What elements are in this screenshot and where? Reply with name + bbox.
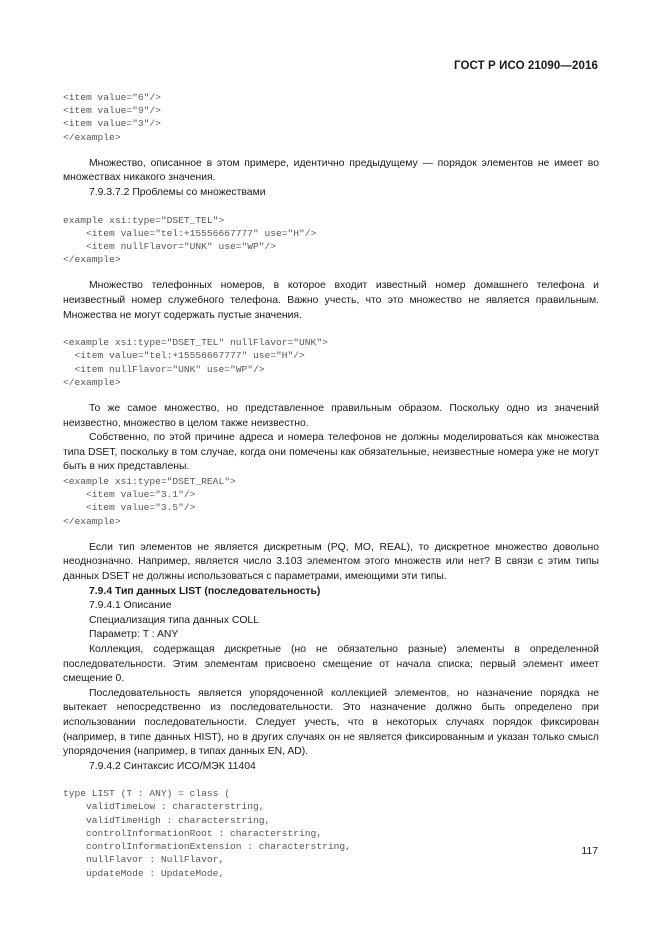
- paragraph: Множество, описанное в этом примере, идентично предыдущему — порядок элементов не имеет во множествах никакого значения.: [63, 157, 599, 184]
- paragraph: Собственно, по этой причине адреса и номера телефонов не должны моделироваться как множества типа DSET, поскольку в том случае, когда они помечены как обязательные, неизвестные номера уже не могут быть в них представлены.: [63, 432, 599, 473]
- code-line: controlInformationExtension : characterstring,: [63, 841, 351, 853]
- spacer: [63, 266, 599, 279]
- spacer: [63, 323, 599, 336]
- code-example: [63, 787, 599, 879]
- spacer: [63, 528, 599, 541]
- page-number: 117: [581, 846, 598, 857]
- code-line: </example>: [63, 515, 121, 527]
- spacer: [63, 774, 599, 787]
- code-example: [63, 475, 599, 528]
- subsection-heading: Параметр: T : ANY: [89, 629, 179, 641]
- code-line: <item value="9"/>: [63, 105, 161, 117]
- code-line: updateMode : UpdateMode,: [63, 867, 225, 879]
- code-line: <item nullFlavor="UNK" use="WP"/>: [63, 363, 265, 375]
- code-line: <example xsi:type="DSET_REAL">: [63, 475, 236, 487]
- paragraph: Если тип элементов не является дискретным (PQ, MO, REAL), то дискретное множество довольно неоднозначно. Например, является число 3.103 элементом этого множеств или нет? В связи с этим типы данных DSET не должны использоваться с параметрами, имеющими эти типы.: [63, 541, 599, 582]
- code-line: <item value="6"/>: [63, 92, 161, 103]
- paragraph: Множество телефонных номеров, в которое входит известный номер домашнего телефона и неизвестный номер служебного телефона. Важно учесть, что это множество не является правильным. Множества не могут содержать пустые значения.: [63, 280, 599, 321]
- spacer: [63, 144, 599, 157]
- code-line: type LIST (T : ANY) = class (: [63, 788, 230, 800]
- code-line: <item value="3.1"/>: [63, 489, 196, 501]
- code-line: <item value="tel:+15556667777" use="H"/>: [63, 350, 305, 362]
- subsection-heading: 7.9.4.1 Описание: [89, 600, 172, 612]
- code-line: nullFlavor : NullFlavor,: [63, 854, 225, 866]
- code-line: controlInformationRoot : characterstring,: [63, 827, 323, 839]
- code-line: </example>: [63, 131, 121, 143]
- code-line: validTimeLow : characterstring,: [63, 801, 265, 813]
- code-line: <example xsi:type="DSET_TEL" nullFlavor="UNK">: [63, 337, 328, 349]
- code-line: validTimeHigh : characterstring,: [63, 814, 271, 826]
- code-line: </example>: [63, 376, 121, 388]
- code-line: </example>: [63, 254, 121, 266]
- section-heading: 7.9.4 Тип данных LIST (последовательность): [89, 585, 321, 597]
- code-line: <item value="tel:+15556667777" use="H"/>: [63, 227, 317, 239]
- paragraph: То же самое множество, но представленное правильным образом. Поскольку одно из значений неизвестно, множество в целом также неизвестно.: [63, 403, 599, 429]
- paragraph: Последовательность является упорядоченной коллекцией элементов, но назначение порядка не вытекает непосредственно из последовательности. Это назначение должно быть определено при использовании последовательности. Следует учесть, что в некоторых случаях порядок фиксирован (например, в типе данных HIST), но в других случаях он не является фиксированным и указан только смысл упорядочения (например, в типах данных EN, AD).: [63, 687, 599, 758]
- subsection-heading: Специализация типа данных COLL: [89, 614, 259, 626]
- spacer: [63, 201, 599, 214]
- paragraph: Коллекция, содержащая дискретные (но не обязательно разные) элементы в определенной последовательности. Этим элементам присвоено смещение от начала списка; первый элемент имеет смещение 0.: [63, 643, 599, 685]
- code-example: [63, 336, 599, 389]
- code-line: <item value="3.5"/>: [63, 502, 196, 514]
- code-example: [63, 214, 599, 267]
- code-line: example xsi:type="DSET_TEL">: [63, 214, 225, 226]
- spacer: [63, 389, 599, 402]
- document-header: ГОСТ Р ИСО 21090—2016: [453, 60, 598, 72]
- subsection-heading: 7.9.3.7.2 Проблемы со множествами: [89, 187, 266, 198]
- code-line: <item value="3"/>: [63, 118, 161, 130]
- page-content: [63, 91, 599, 880]
- code-line: <item nullFlavor="UNK" use="WP"/>: [63, 241, 277, 252]
- code-example: [63, 91, 599, 144]
- subsection-heading: 7.9.4.2 Синтаксис ИСО/МЭК 11404: [89, 760, 256, 772]
